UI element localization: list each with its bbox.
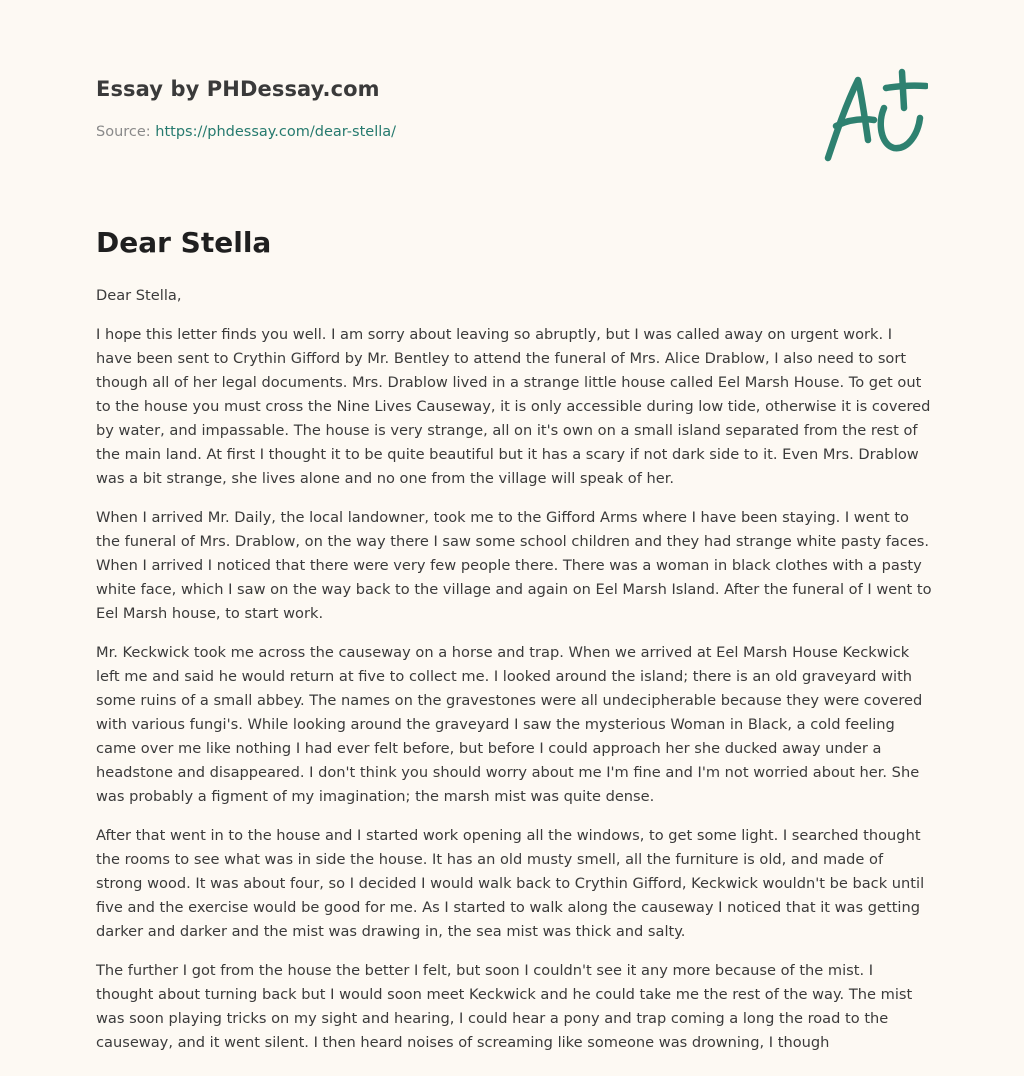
essay-title: Dear Stella: [96, 226, 272, 259]
essay-paragraph: After that went in to the house and I started work opening all the windows, to get some light. I searched thought the rooms to see what was in side the house. It has an old musty smell, all the furniture is old, and made of strong wood. It was about four, so I decided I would walk back to Crythin Gifford, Keckwick wouldn't be back until five and the exercise would be good for me. As I started to walk along the causeway I noticed that it was getting darker and darker and the mist was drawing in, the sea mist was thick and salty.: [96, 827, 925, 940]
essay-paragraph: When I arrived Mr. Daily, the local landowner, took me to the Gifford Arms where I have been staying. I went to the funeral of Mrs. Drablow, on the way there I saw some school children and they had strange white pasty faces. When I arrived I noticed that there were very few people there. There was a woman in black clothes with a pasty white face, which I saw on the way back to the village and again on Eel Marsh Island. After the funeral of I went to Eel Marsh house, to start work.: [96, 509, 932, 622]
essay-paragraph: I hope this letter finds you well. I am sorry about leaving so abruptly, but I was called away on urgent work. I have been sent to Crythin Gifford by Mr. Bentley to attend the funeral of Mrs. Alice Drablow, I also need to sort though all of her legal documents. Mrs. Drablow lived in a strange little house called Eel Marsh House. To get out to the house you must cross the Nine Lives Causeway, it is only accessible during low tide, otherwise it is covered by water, and impassable. The house is very strange, all on it's own on a small island separated from the rest of the main land. At first I thought it to be quite beautiful but it has a scary if not dark side to it. Even Mrs. Drablow was a bit strange, she lives alone and no one from the village will speak of her.: [96, 326, 931, 487]
source-label: Source:: [96, 124, 151, 140]
essay-salutation: Dear Stella,: [96, 287, 182, 304]
essay-paragraph: Mr. Keckwick took me across the causeway on a horse and trap. When we arrived at Eel Marsh House Keckwick left me and said he would return at five to collect me. I looked around the island; there is an old graveyard with some ruins of a small abbey. The names on the gravestones were all undecipherable because they were covered with various fungi's. While looking around the graveyard I saw the mysterious Woman in Black, a cold feeling came over me like nothing I had ever felt before, but before I could approach her she ducked away under a headstone and disappeared. I don't think you should worry about me I'm fine and I'm not worried about her. She was probably a figment of my imagination; the marsh mist was quite dense.: [96, 644, 923, 805]
source-line: [96, 124, 396, 140]
essay-paragraph: The further I got from the house the better I felt, but soon I couldn't see it any more because of the mist. I thought about turning back but I would soon meet Keckwick and he could take me the rest of the way. The mist was soon playing tricks on my sight and hearing, I could hear a pony and trap coming a long the road to the causeway, and it went silent. I then heard noises of screaming like someone was drowning, I though: [96, 962, 913, 1051]
a-plus-logo-icon: [824, 68, 928, 164]
essay-body: [96, 284, 932, 1070]
brand-title: Essay by PHDessay.com: [96, 77, 380, 101]
source-link[interactable]: https://phdessay.com/dear-stella/: [155, 124, 397, 140]
